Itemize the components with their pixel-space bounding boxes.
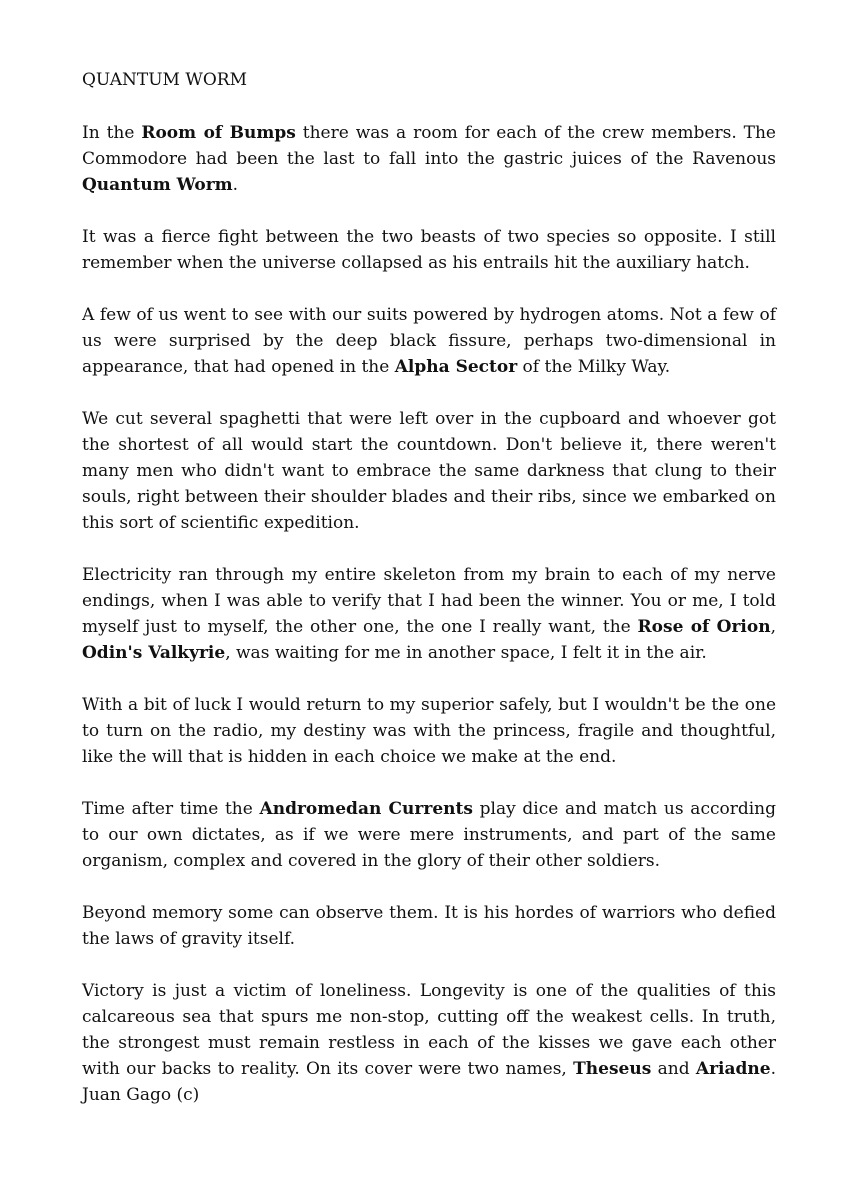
text-run: play dice and match us according to our own dictates, as if we were mere instruments, and part of the same organism, complex and covered in the glory of their other soldiers. bbox=[82, 799, 776, 871]
document-body bbox=[82, 120, 776, 1108]
text-run: . bbox=[232, 175, 239, 195]
bold-term: Rose of Orion bbox=[637, 617, 771, 637]
text-run: Victory is just a victim of loneliness. Longevity is one of the qualities of this calcareous sea that spurs me non-stop, cutting off the weakest cells. In truth, the strongest must remain restless in each of the kisses we gave each other with our backs to reality. On its cover were two names, bbox=[82, 981, 776, 1079]
text-run: A few of us went to see with our suits powered by hydrogen atoms. Not a few of us were surprised by the deep black fissure, perhaps two-dimensional in appearance, that had opened in the bbox=[82, 305, 776, 377]
text-run: there was a room for each of the crew members. The Commodore had been the last to fall into the gastric juices of the Ravenous bbox=[82, 123, 776, 169]
text-run: Electricity ran through my entire skeleton from my brain to each of my nerve endings, when I was able to verify that I had been the winner. You or me, I told myself just to myself, the other one, the one I really want, the bbox=[82, 565, 776, 637]
text-run: With a bit of luck I would return to my superior safely, but I wouldn't be the one to turn on the radio, my destiny was with the princess, fragile and thoughtful, like the will that is hidden in each choice we make at the end. bbox=[82, 695, 776, 767]
text-run: . Juan Gago (c) bbox=[82, 1059, 776, 1105]
bold-term: Ariadne bbox=[695, 1059, 771, 1079]
text-run: Beyond memory some can observe them. It is his hordes of warriors who defied the laws of gravity itself. bbox=[82, 903, 776, 949]
bold-term: Alpha Sector bbox=[394, 357, 518, 377]
paragraph bbox=[82, 302, 776, 380]
text-run: Time after time the bbox=[82, 799, 260, 819]
bold-term: Theseus bbox=[573, 1059, 652, 1079]
paragraph bbox=[82, 900, 776, 952]
bold-term: Odin's Valkyrie bbox=[82, 643, 226, 663]
paragraph bbox=[82, 978, 776, 1108]
paragraph bbox=[82, 796, 776, 874]
paragraph bbox=[82, 562, 776, 666]
text-run: , bbox=[770, 617, 776, 637]
paragraph bbox=[82, 224, 776, 276]
text-run: , was waiting for me in another space, I felt it in the air. bbox=[225, 643, 707, 663]
text-run: It was a fierce fight between the two beasts of two species so opposite. I still remember when the universe collapsed as his entrails hit the auxiliary hatch. bbox=[82, 227, 776, 273]
text-run: We cut several spaghetti that were left over in the cupboard and whoever got the shortest of all would start the countdown. Don't believe it, there weren't many men who didn't want to embrace the same darkness that clung to their souls, right between their shoulder blades and their ribs, since we embarked on this sort of scientific expedition. bbox=[82, 409, 776, 533]
bold-term: Andromedan Currents bbox=[259, 799, 473, 819]
bold-term: Quantum Worm bbox=[82, 175, 233, 195]
document-title: QUANTUM WORM bbox=[82, 70, 247, 90]
paragraph bbox=[82, 692, 776, 770]
paragraph bbox=[82, 120, 776, 198]
text-run: of the Milky Way. bbox=[517, 357, 671, 377]
text-run: and bbox=[651, 1059, 696, 1079]
bold-term: Room of Bumps bbox=[141, 123, 296, 143]
document-page bbox=[82, 64, 776, 1134]
paragraph bbox=[82, 406, 776, 536]
text-run: In the bbox=[82, 123, 142, 143]
